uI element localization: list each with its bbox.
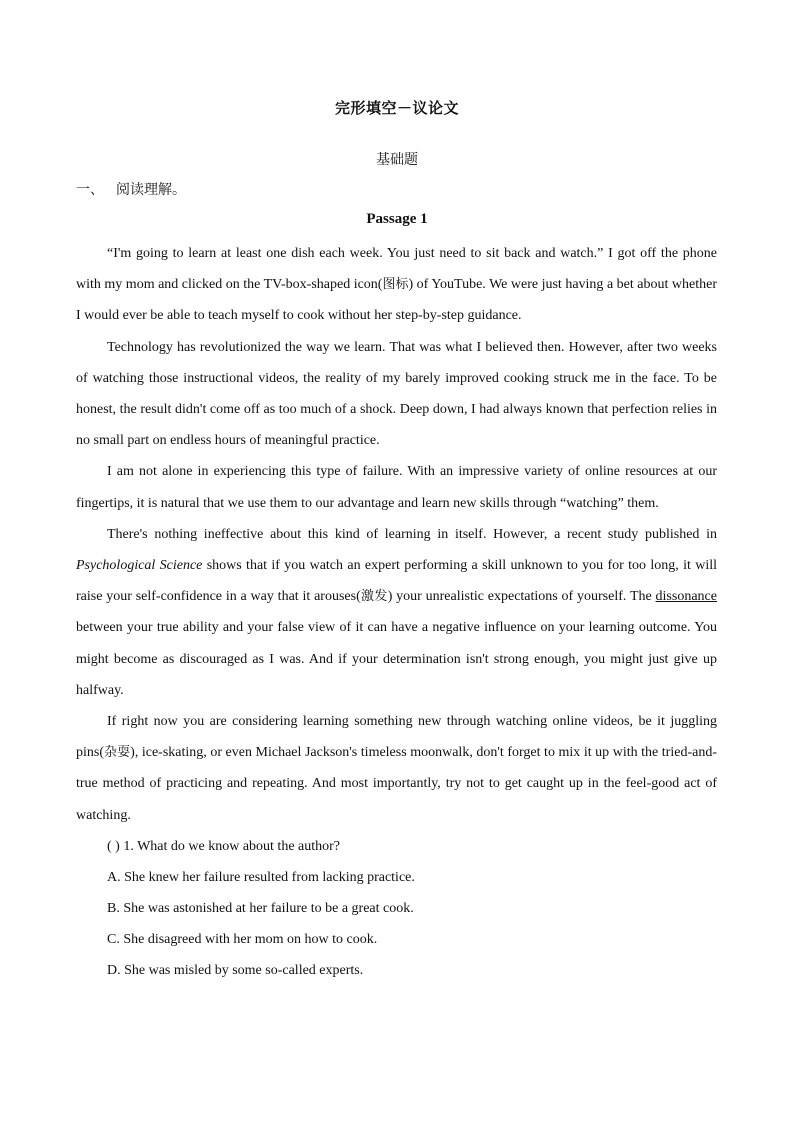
text-run: ) your unrealistic expectations of yourself. The (387, 589, 656, 605)
text-run: “I'm going to learn at least one dish each week. You just need to sit back and watch.” I got off the phone with my mom and clicked on the TV-box-shaped icon( (76, 246, 717, 293)
paragraph-3 (76, 456, 717, 518)
question-1 (76, 831, 717, 986)
paragraph-2 (76, 332, 717, 457)
text-run: I am not alone in experiencing this type of failure. With an impressive variety of online resources at our fingertips, it is natural that we use them to our advantage and learn new skills through “watching” them. (76, 464, 717, 511)
option-c: C. She disagreed with her mom on how to cook. (107, 931, 378, 947)
text-run: shows that if you watch an expert performing a skill unknown to you for too long, it will raise your self-confidence in a way that it arouses( (76, 558, 717, 605)
text-run: ) of YouTube. We were just having a bet about whether I would ever be able to teach myself to cook without her step-by-step guidance. (76, 277, 717, 324)
paragraph-1 (76, 238, 717, 332)
section-number: 一、 (76, 182, 104, 198)
option-d: D. She was misled by some so-called experts. (107, 962, 364, 978)
page-title: 完形填空－议论文 (334, 99, 459, 117)
page-subtitle: 基础题 (376, 152, 418, 168)
chinese-gloss: 杂耍 (104, 745, 131, 761)
text-run: If right now you are considering learning something new through watching online videos, be it juggling pins( (76, 714, 717, 761)
text-run: between your true ability and your false view of it can have a negative influence on your learning outcome. You might become as discouraged as I was. And if your determination isn't strong enough, you might just give up halfway. (76, 620, 717, 698)
text-run: ), ice-skating, or even Michael Jackson's timeless moonwalk, don't forget to mix it up with the tried-and-true method of practicing and repeating. And most importantly, try not to get caught up in the feel-good act of watching. (76, 745, 717, 823)
option-b: B. She was astonished at her failure to be a great cook. (107, 900, 414, 916)
section-label: 阅读理解。 (116, 182, 186, 198)
text-run: There's nothing ineffective about this kind of learning in itself. However, a recent study published in (107, 526, 717, 542)
paragraph-5 (76, 706, 717, 831)
option-a: A. She knew her failure resulted from lacking practice. (107, 869, 415, 885)
chinese-gloss: 激发 (360, 589, 388, 605)
passage-body (76, 238, 717, 986)
chinese-gloss: 图标 (382, 277, 409, 293)
section-heading (76, 179, 186, 199)
underlined-word: dissonance (655, 589, 717, 605)
text-run: Technology has revolutionized the way we learn. That was what I believed then. However, after two weeks of watching those instructional videos, the reality of my barely improved cooking struck me in the face. To be honest, the result didn't come off as too much of a shock. Deep down, I had always known that perfection relies in no small part on endless hours of meaningful practice. (76, 339, 717, 449)
question-stem: ( ) 1. What do we know about the author? (107, 838, 341, 854)
journal-name: Psychological Science (76, 558, 203, 574)
passage-title: Passage 1 (366, 211, 428, 227)
paragraph-4 (76, 519, 717, 706)
